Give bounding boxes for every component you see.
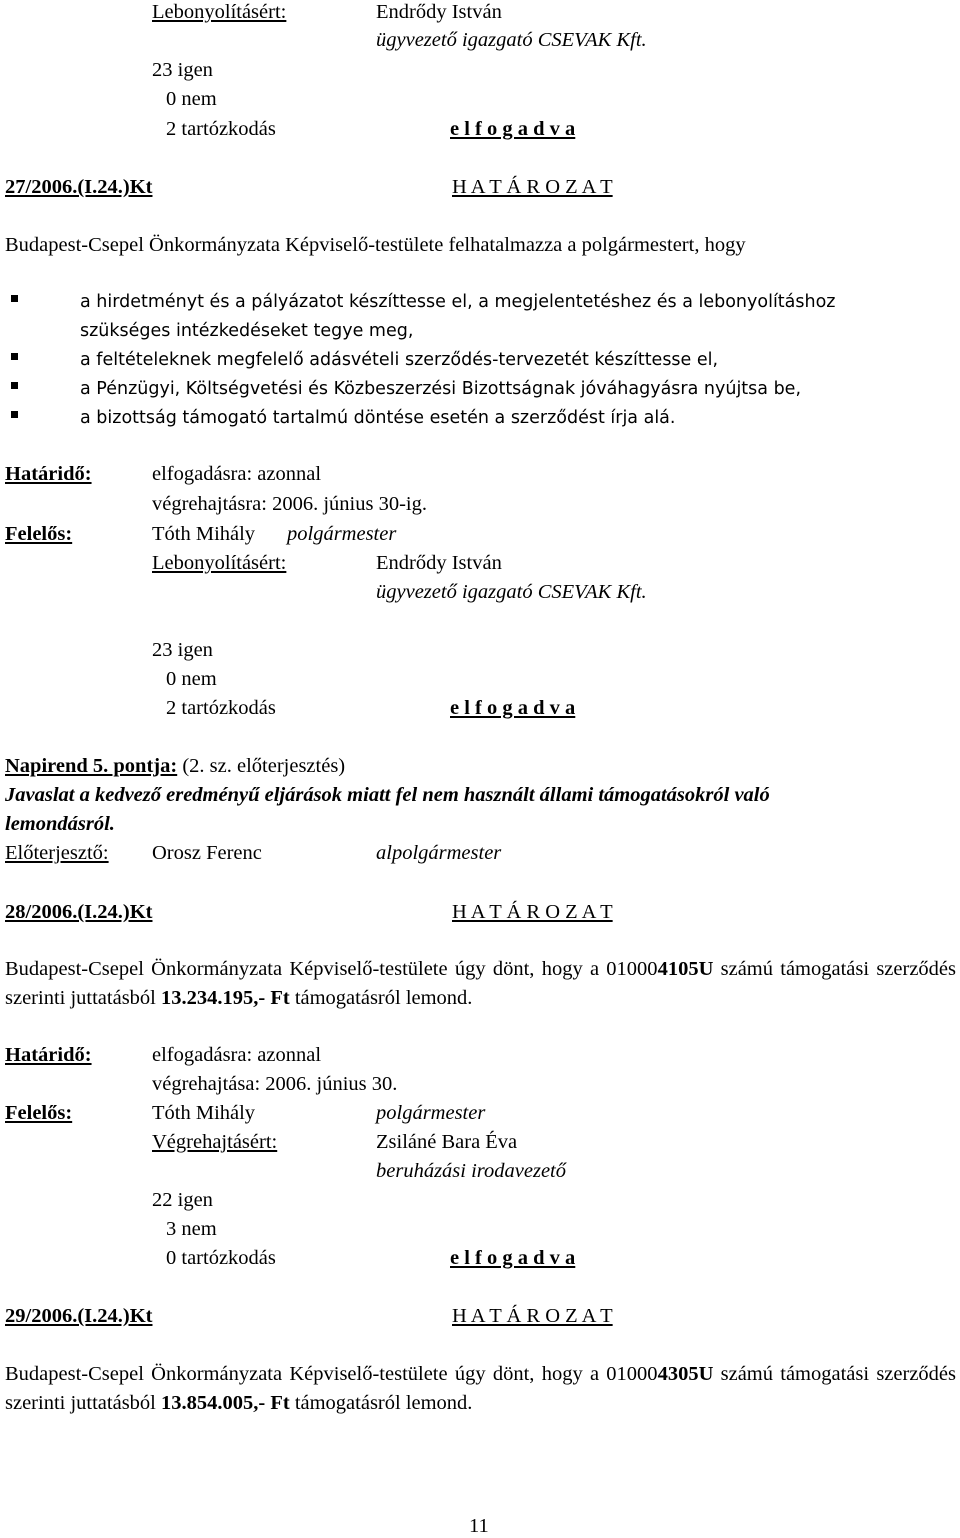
vote-result: e l f o g a d v a [450, 1247, 576, 1269]
page-number: 11 [469, 1515, 489, 1537]
vegrehajtas-name: Zsiláné Bara Éva [376, 1131, 518, 1153]
eloterjeszto-role: alpolgármester [376, 842, 502, 864]
resolution-intro: Budapest-Csepel Önkormányzata Képviselő-testülete felhatalmazza a polgármestert, hogy [5, 234, 746, 256]
vote-yes: 23 igen [152, 639, 213, 661]
felelos-label: Felelős: [5, 523, 73, 545]
amount: 13.854.005,- Ft [161, 1392, 290, 1414]
vote-result: e l f o g a d v a [450, 697, 576, 719]
agenda-title-continuation: lemondásról. [5, 813, 115, 835]
resolution-heading: H A T Á R O Z A T [452, 1305, 613, 1327]
hatarido-label: Határidő: [5, 1044, 92, 1066]
vegrehajtas-label: Végrehajtásért: [152, 1131, 278, 1153]
resolution-number: 29/2006.(I.24.)Kt [5, 1305, 153, 1327]
felelos-role: polgármester [287, 523, 397, 545]
contract-code: 4305U [657, 1363, 714, 1385]
felelos-name: Tóth Mihály [152, 523, 256, 545]
agenda-note: (2. sz. előterjesztés) [182, 755, 346, 777]
vote-abstain: 2 tartózkodás [166, 697, 276, 719]
agenda-label: Napirend 5. pontja: [5, 755, 178, 777]
felelos-label: Felelős: [5, 1102, 73, 1124]
bullet-icon [11, 353, 18, 360]
resolution-header-28 [5, 900, 956, 924]
vote-abstain: 2 tartózkodás [166, 118, 276, 140]
lebonyolitas-role: ügyvezető igazgató CSEVAK Kft. [376, 29, 647, 51]
felelos-role: polgármester [376, 1102, 486, 1124]
bullet-item: a hirdetményt és a pályázatot készíttesse el, a megjelentetéshez és a lebonyolításhoz [80, 292, 836, 312]
vote-no: 3 nem [166, 1218, 217, 1240]
bullet-icon [11, 411, 18, 418]
lebonyolitas-role: ügyvezető igazgató CSEVAK Kft. [376, 581, 647, 603]
felelos-name: Tóth Mihály [152, 1102, 256, 1124]
resolution-number: 28/2006.(I.24.)Kt [5, 901, 153, 923]
contract-code: 4105U [657, 958, 714, 980]
hatarido-value: végrehajtásra: 2006. június 30-ig. [152, 493, 427, 515]
vote-no: 0 nem [166, 88, 217, 110]
hatarido-label: Határidő: [5, 463, 92, 485]
hatarido-value: végrehajtása: 2006. június 30. [152, 1073, 398, 1095]
resolution-heading: H A T Á R O Z A T [452, 176, 613, 198]
resolution-header-29 [5, 1304, 956, 1328]
vote-yes: 23 igen [152, 59, 213, 81]
bullet-item: a Pénzügyi, Költségvetési és Közbeszerzési Bizottságnak jóváhagyásra nyújtsa be, [80, 379, 802, 399]
resolution-text: Budapest-Csepel Önkormányzata Képviselő-testülete úgy dönt, hogy a 010004305U számú támogatási szerződés szerinti juttatásból 13.854.005,- Ft támogatásról lemond. [5, 1363, 956, 1414]
lebonyolitas-name: Endrődy István [376, 1, 502, 23]
lebonyolitas-label: Lebonyolításért: [152, 552, 287, 574]
agenda-item [5, 754, 345, 778]
bullet-item-continuation: szükséges intézkedéseket tegye meg, [80, 321, 414, 341]
agenda-title: Javaslat a kedvező eredményű eljárások miatt fel nem használt állami támogatásokról való [5, 784, 770, 806]
bullet-icon [11, 295, 18, 302]
resolution-heading: H A T Á R O Z A T [452, 901, 613, 923]
resolution-number: 27/2006.(I.24.)Kt [5, 176, 153, 198]
vote-yes: 22 igen [152, 1189, 213, 1211]
resolution-text: Budapest-Csepel Önkormányzata Képviselő-testülete úgy dönt, hogy a 010004105U számú támogatási szerződés szerinti juttatásból 13.234.195,- Ft támogatásról lemond. [5, 958, 956, 1009]
bullet-item: a bizottság támogató tartalmú döntése esetén a szerződést írja alá. [80, 408, 676, 428]
vote-abstain: 0 tartózkodás [166, 1247, 276, 1269]
bullet-item: a feltételeknek megfelelő adásvételi szerződés-tervezetét készíttesse el, [80, 350, 719, 370]
vote-result: e l f o g a d v a [450, 118, 576, 140]
vegrehajtas-role: beruházási irodavezető [376, 1160, 566, 1182]
lebonyolitas-label: Lebonyolításért: [152, 1, 287, 23]
eloterjeszto-label: Előterjesztő: [5, 842, 109, 864]
resolution-header-27 [5, 175, 956, 199]
bullet-icon [11, 382, 18, 389]
amount: 13.234.195,- Ft [161, 987, 290, 1009]
hatarido-value: elfogadásra: azonnal [152, 463, 322, 485]
vote-no: 0 nem [166, 668, 217, 690]
lebonyolitas-name: Endrődy István [376, 552, 502, 574]
eloterjeszto-name: Orosz Ferenc [152, 842, 262, 864]
hatarido-value: elfogadásra: azonnal [152, 1044, 322, 1066]
